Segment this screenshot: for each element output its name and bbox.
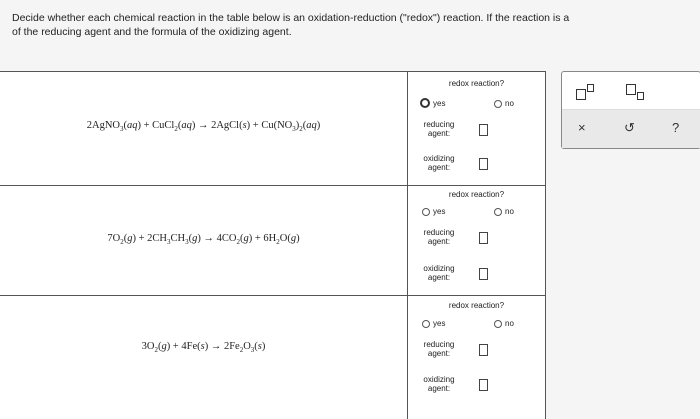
reducing-agent-input[interactable] — [479, 232, 488, 244]
redox-question-label: redox reaction? — [448, 79, 505, 88]
close-icon[interactable]: × — [578, 120, 586, 135]
oxidizing-agent-input[interactable] — [479, 268, 488, 280]
radio-no[interactable] — [494, 99, 514, 108]
agent-text: agent: — [427, 384, 451, 393]
reaction-equation — [0, 233, 407, 246]
answer-panel — [408, 295, 545, 419]
oxidizing-agent-label — [408, 375, 470, 393]
radio-yes-circle[interactable] — [420, 98, 430, 108]
radio-yes[interactable] — [422, 319, 445, 328]
oxidizing-agent-input[interactable] — [479, 158, 488, 170]
table-row — [0, 72, 545, 186]
radio-no-label: no — [505, 99, 514, 108]
radio-yes[interactable] — [422, 207, 445, 216]
radio-no[interactable] — [494, 319, 514, 328]
superscript-icon[interactable] — [576, 84, 598, 100]
toolbar-actions — [562, 109, 700, 148]
radio-yes-label: yes — [433, 207, 446, 216]
radio-no-circle[interactable] — [494, 100, 502, 108]
redox-question-label: redox reaction? — [448, 301, 505, 310]
reducing-agent-label — [408, 228, 470, 246]
equation-text: $7O_2(g) + 2CH_3CH_3(g) \to 4CO_2(g) + 6H_2O(g)$ — [107, 233, 300, 247]
reaction-table — [0, 71, 546, 419]
oxidizing-agent-label — [408, 264, 470, 282]
answer-panel — [408, 185, 545, 295]
redox-question-label: redox reaction? — [448, 190, 505, 199]
agent-text: agent: — [427, 237, 451, 246]
answer-panel — [408, 72, 545, 185]
radio-no[interactable] — [494, 207, 514, 216]
reducing-agent-input[interactable] — [479, 344, 488, 356]
undo-icon[interactable]: ↺ — [624, 120, 635, 135]
table-row — [0, 295, 545, 419]
equation-text: 2AgNO$_3$(aq) + CuCl$_2$(aq) → 2AgCl(s) + $Cu(NO_3)_2(aq)$ — [86, 120, 321, 134]
instructions — [12, 11, 700, 39]
radio-yes-circle[interactable] — [422, 320, 430, 328]
radio-yes[interactable] — [420, 98, 445, 108]
radio-no-label: no — [505, 319, 514, 328]
radio-yes-circle[interactable] — [422, 208, 430, 216]
reducing-text: reducing — [423, 340, 455, 349]
reducing-text: reducing — [423, 228, 455, 237]
oxidizing-text: oxidizing — [423, 264, 455, 273]
oxidizing-agent-input[interactable] — [479, 379, 488, 391]
instructions-line-1: Decide whether each chemical reaction in the table below is an oxidation-reduction ("redox") reaction. If the reaction is a — [12, 12, 570, 24]
radio-yes-label: yes — [433, 98, 446, 108]
reducing-agent-label — [408, 340, 470, 358]
radio-no-circle[interactable] — [494, 320, 502, 328]
oxidizing-text: oxidizing — [423, 154, 455, 163]
radio-no-label: no — [505, 207, 514, 216]
reaction-equation — [0, 120, 407, 133]
equation-text: $3O_2(g) + 4Fe(s) \to 2Fe_2O_3(s)$ — [141, 341, 266, 355]
reducing-text: reducing — [423, 120, 455, 129]
oxidizing-text: oxidizing — [423, 375, 455, 384]
table-row — [0, 185, 545, 296]
radio-no-circle[interactable] — [494, 208, 502, 216]
oxidizing-agent-label — [408, 154, 470, 172]
reducing-agent-label — [408, 120, 470, 138]
agent-text: agent: — [427, 163, 451, 172]
reducing-agent-input[interactable] — [479, 124, 488, 136]
agent-text: agent: — [427, 129, 451, 138]
agent-text: agent: — [427, 273, 451, 282]
agent-text: agent: — [427, 349, 451, 358]
reaction-equation — [0, 341, 407, 354]
instructions-line-2: of the reducing agent and the formula of the oxidizing agent. — [12, 26, 292, 38]
formula-toolbar — [561, 71, 700, 149]
subscript-icon[interactable] — [626, 84, 648, 100]
radio-yes-label: yes — [433, 319, 446, 328]
help-icon[interactable]: ? — [672, 120, 680, 135]
